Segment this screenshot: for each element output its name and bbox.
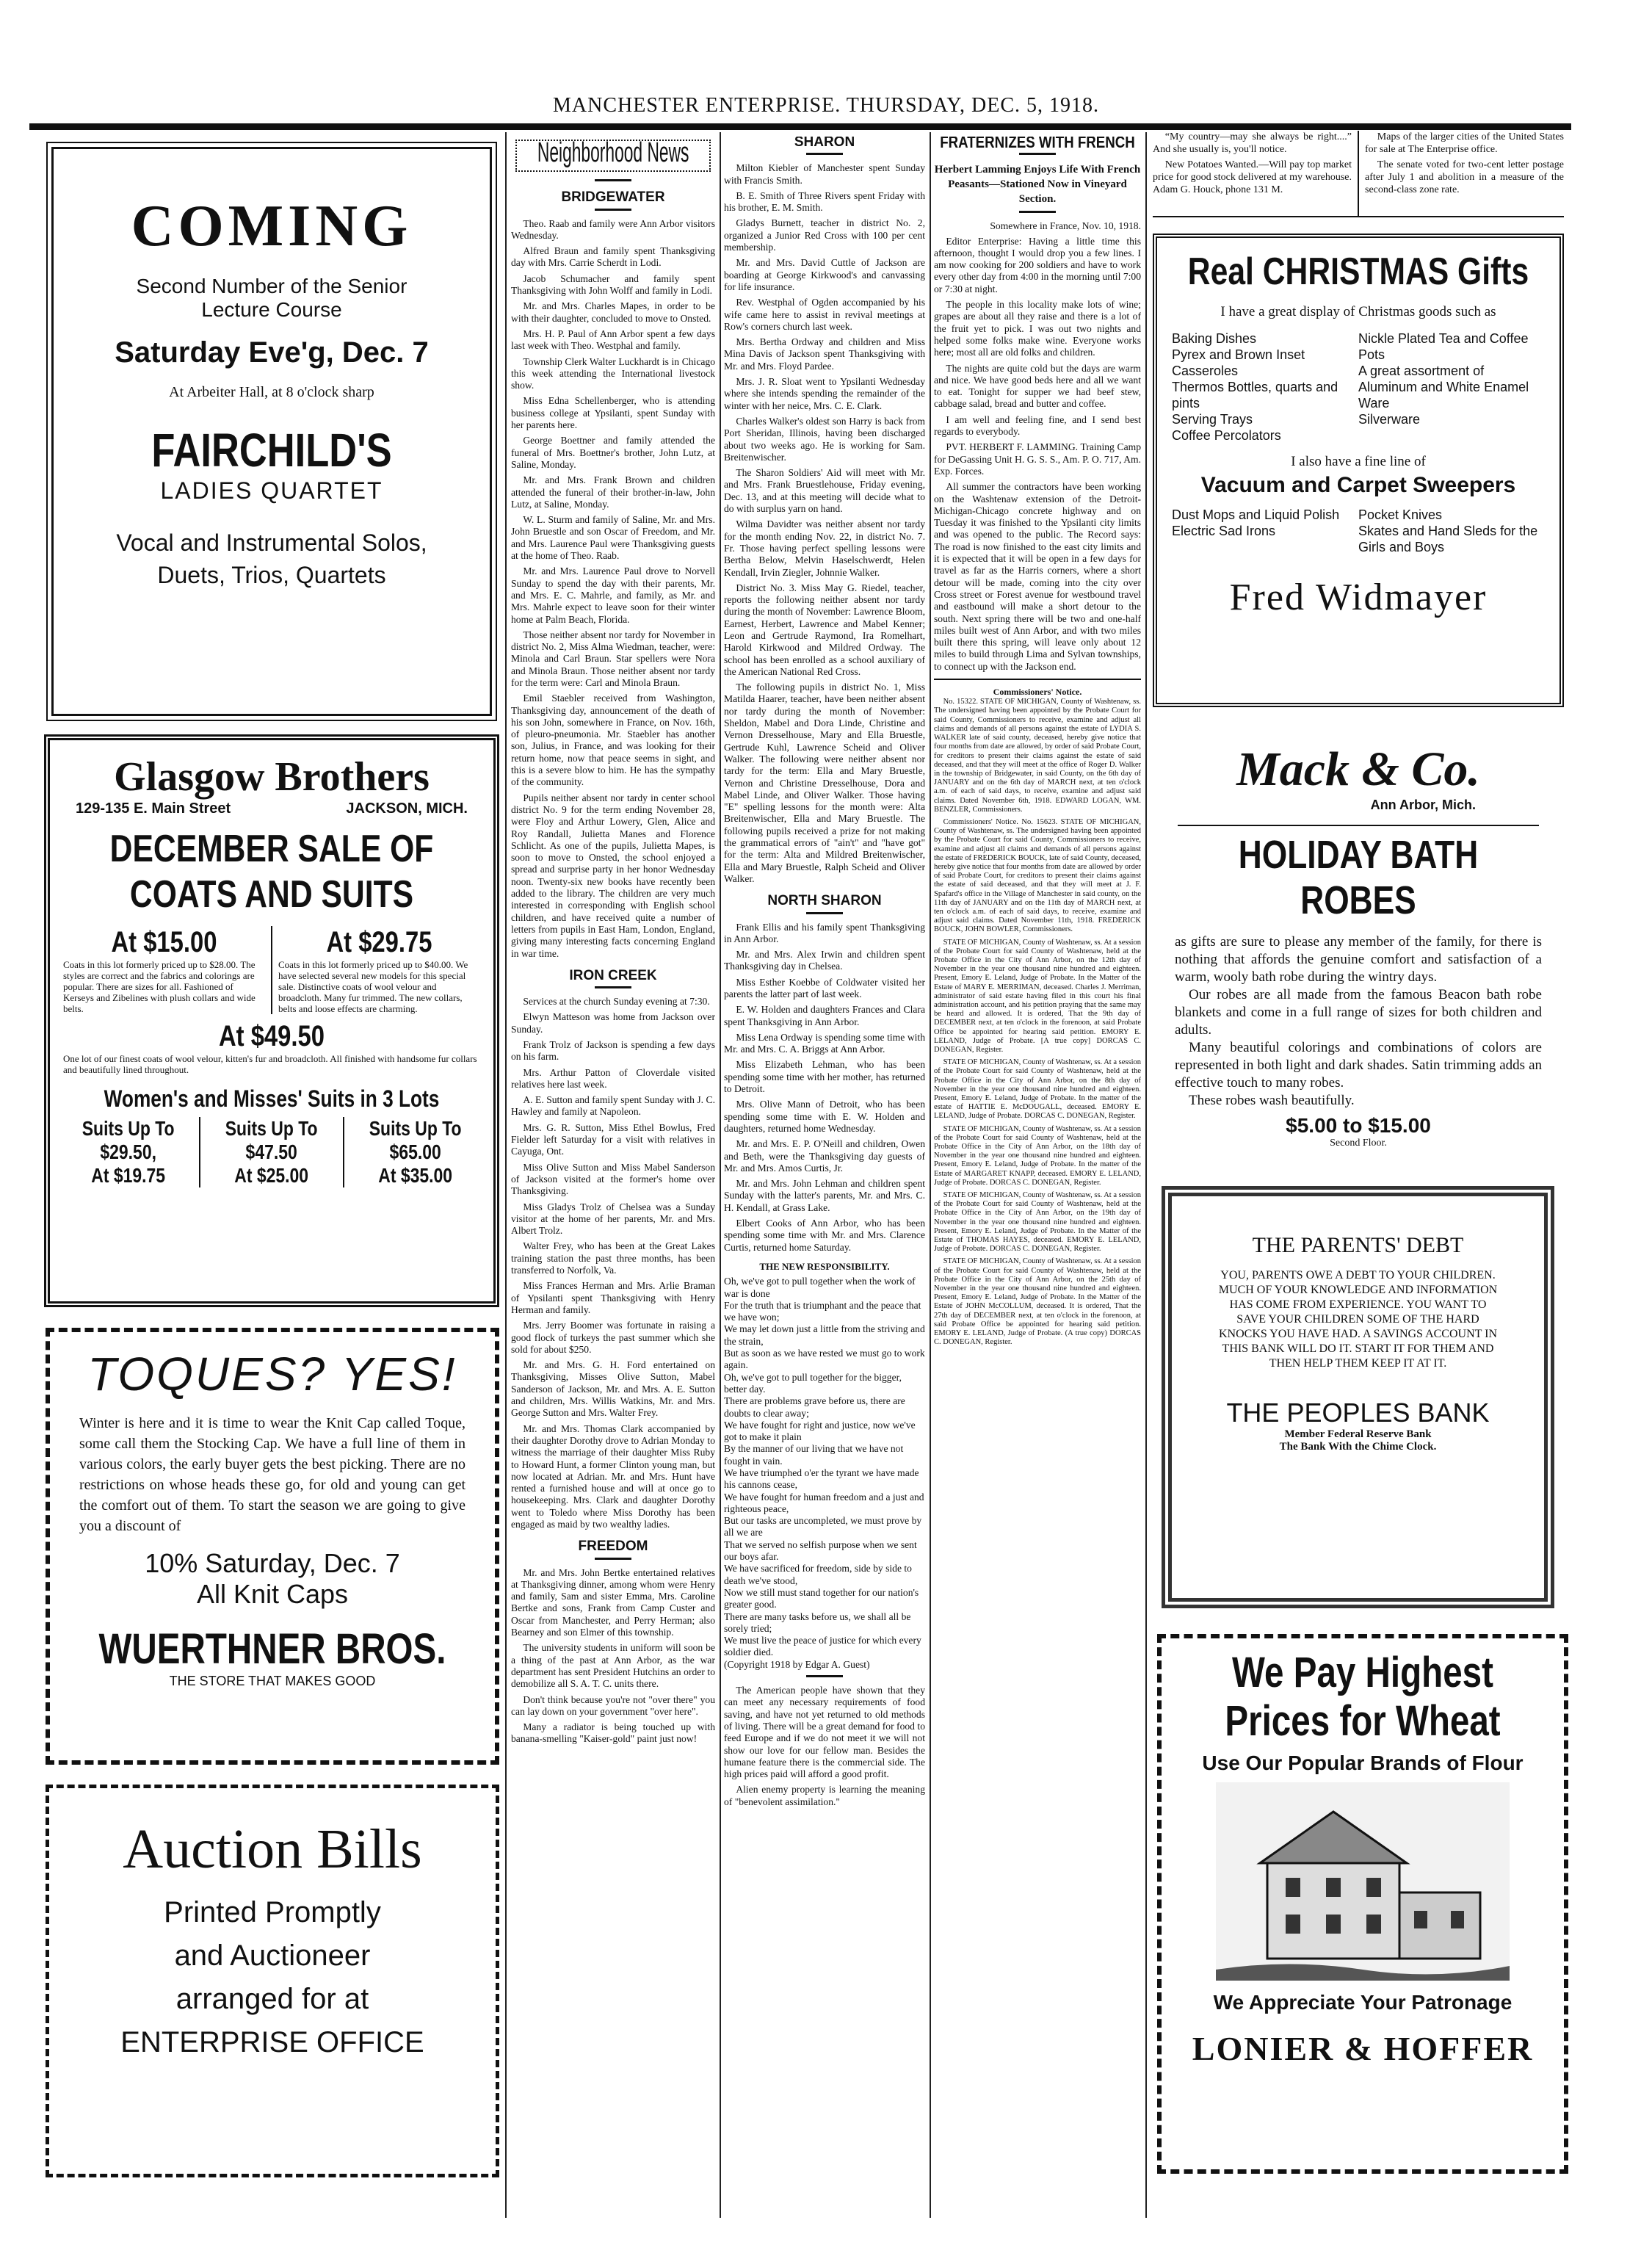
news-item: Elwyn Matteson was home from Jackson over Sunday. <box>511 1011 715 1035</box>
news-item: Milton Kiebler of Manchester spent Sunday with Francis Smith. <box>724 162 925 186</box>
news-item: Mrs. Olive Mann of Detroit, who has been spending some time with E. W. Holden and daughters, returned home Wednesday. <box>724 1099 925 1134</box>
news-item: By the manner of our living that we have not fought in vain. <box>724 1443 904 1467</box>
news-item: The nights are quite cold but the days are warm and nice. We have good beds here and all we want to eat. Tonight for supper we had beef stew, cabbage salad, bread and butter and coffee. <box>934 362 1141 410</box>
note: “My country—may she always be right....” And she usually is, you'll notice. <box>1153 131 1352 155</box>
dateline: Somewhere in France, Nov. 10, 1918. <box>990 220 1141 232</box>
mack-text: as gifts are sure to please any member of the family, for there is nothing that affords the genuine comfort and satisfaction of a warm, wooly bath robe during the wintry days. <box>1175 934 1542 985</box>
iron-creek-items <box>511 996 715 1530</box>
news-item: Many a radiator is being touched up with banana-smelling "Kaiser-gold" paint just now! <box>511 1721 715 1745</box>
news-item: Don't think because you're not "over there" you can lay down on your government "over here". <box>511 1693 715 1717</box>
news-item: The Sharon Soldiers' Aid will meet with Mr. and Mrs. Frank Bruestlehouse, Friday evening, Dec. 13, and at this meeting will decide what to do with surplus yarn on hand. <box>724 467 925 515</box>
news-item: The people in this locality make lots of wine; grapes are about all they raise and there is a lot of the fruit yet to pick. I was out two nights and helped some folks make wine. Everyone works here; most all are old folks and children. <box>934 299 1141 358</box>
lot-label: Suits Up To <box>225 1117 318 1140</box>
column-rule <box>505 132 507 2218</box>
bank-title: THE PARENTS' DEBT <box>1252 1233 1464 1257</box>
news-item: The American people have shown that they can meet any necessary requirements of food saving, and have not yet returned to old methods of living. There will be a great demand for food to feed Europe and if we do not meet it we will not show our love for our fellow man. Besides the humane feature there is the commercial side. The high prices paid will afford a good profit. <box>724 1685 925 1780</box>
news-item: But our tasks are uncompleted, we must prove by all we are <box>724 1515 922 1539</box>
mack-city: Ann Arbor, Mich. <box>1370 798 1476 812</box>
news-item: Skates and Hand Sleds for the Girls and Boys <box>1358 524 1538 554</box>
sharon-column <box>724 137 925 2215</box>
xmas-sweepers: Vacuum and Carpet Sweepers <box>1200 473 1516 497</box>
lot-was: $47.50 <box>245 1140 298 1163</box>
coming-title: COMING <box>131 194 413 258</box>
news-item: STATE OF MICHIGAN, County of Washtenaw, ss. At a session of the Probate Court for said County of Washtenaw, held at the Probate Office in the City of Ann Arbor, on the 8th day of November in the year one thousand nine hundred and eighteen. Present, Emory E. Leland, Judge of Probate. In the matter of the estate of HATTIE E. McDOUGALL, deceased. EMORY E. LELAND, Judge of Probate. DORCAS C. DONEGAN, Register. <box>934 1058 1141 1121</box>
wheat-subtitle: Use Our Popular Brands of Flour <box>1202 1751 1524 1774</box>
news-item: We must live the peace of justice for which every soldier died. <box>724 1635 921 1658</box>
news-item: Mr. and Mrs. John Lehman and children spent Sunday with the latter's parents, Mr. and Mrs. C. H. Kendall, at Grass Lake. <box>724 1178 925 1213</box>
news-item: A great assortment of Aluminum and White Enamel Ware <box>1358 364 1529 411</box>
news-item: Mrs. G. R. Sutton, Miss Ethel Bowlus, Fred Fielder left Saturday for a visit with relatives in Cayuga, Ont. <box>511 1121 715 1157</box>
auction-office: ENTERPRISE OFFICE <box>120 2026 424 2058</box>
news-item: PVT. HERBERT F. LAMMING. Training Camp for DeGassing Unit H. G. S. S., Am. P. O. 717, Am. Exp. Forces. <box>934 441 1141 477</box>
news-item: But as soon as we have rested we must go to work again. <box>724 1348 925 1371</box>
news-item: Thermos Bottles, quarts and pints <box>1172 380 1338 411</box>
section-heading-north-sharon: NORTH SHARON <box>767 893 882 909</box>
section-heading-sharon: SHARON <box>794 137 855 150</box>
bank-name: THE PEOPLES BANK <box>1226 1398 1490 1428</box>
section-heading-bridgewater: BRIDGEWATER <box>561 189 665 206</box>
coming-ad <box>51 147 492 716</box>
price-49-desc: One lot of our finest coats of wool velour, kitten's fur and broadcloth. All finished with handsome fur collars and beautifully lined throughout. <box>63 1053 477 1075</box>
poem <box>724 1276 925 1671</box>
fraternizes-subhead: Herbert Lamming Enjoys Life With French Peasants—Stationed Now in Vineyard Section. <box>934 164 1141 206</box>
section-heading-iron-creek: IRON CREEK <box>569 967 657 983</box>
news-item: The following pupils in district No. 1, Miss Matilda Haarer, teacher, have been neither absent nor tardy during the month of November: Sheldon, Mabel and Dora Linde, Christine and Vernon Dresselhouse, Mary and Ella Bruestle, Gertrude Kuhl, Lawrence Scheid and Oliver Walker. The following were neither absent nor tardy for the term: Ella and Mary Bruestle, Vernon and Christine Dresselhouse, Dora and Mabel Linde, and Oliver Walker. Those having "E" spelling lessons for the month were: Alta Breitenwischer, Ella and Mary Bruestle. The following pupils received a prize for not making the grammatical errors of "ain't" and "have got" for the term: Alta and Mildred Breitenwischer, Ella and Mary Bruestle, Ralph Scheid and Oliver Walker. <box>724 682 925 884</box>
news-item: That we served no selfish purpose when we sent our boys afar. <box>724 1539 917 1563</box>
lot-label: Suits Up To <box>369 1117 462 1140</box>
column-rule <box>720 132 721 2218</box>
coming-venue: At Arbeiter Hall, at 8 o'clock sharp <box>169 384 374 400</box>
news-item: Emil Staebler received from Washington, Thanksgiving day, announcement of the death of his son John, somewhere in France, on Nov. 16th, of pleuro-pneumonia. Mr. Staebler has another son, Julius, in France, and was looking for their return home, now that peace seems in sight, and this is a severe blow to him. He has the sympathy of the community. <box>511 693 715 788</box>
peoples-bank-ad <box>1162 1186 1554 1608</box>
news-item: We may let down just a little from the striving and the strain, <box>724 1323 925 1347</box>
poem-title: THE NEW RESPONSIBILITY. <box>759 1260 890 1272</box>
neighborhood-news-banner: Neighborhood News <box>537 137 689 168</box>
note: New Potatoes Wanted.—Will pay top market price for good stock delivered at my warehouse. Adam G. Houck, phone 131 M. <box>1153 159 1352 195</box>
xmas-line: I also have a fine line of <box>1291 454 1426 469</box>
freedom-items <box>511 1567 715 1746</box>
news-item: Editor Enterprise: Having a little time this afternoon, thought I would drop you a few lines. I am now cooking for 200 soldiers and have to work every other day from 4:00 in the morning until 7:00 or 7:30 at night. <box>934 235 1141 294</box>
suit-lot <box>57 1117 200 1187</box>
coming-date: Saturday Eve'g, Dec. 7 <box>115 336 429 369</box>
news-item: Serving Trays <box>1172 412 1253 427</box>
lot-was: $29.50, <box>100 1140 156 1163</box>
news-item: Gladys Burnett, teacher in district No. 2, organized a Junior Red Cross with 100 per cent membership. <box>724 217 925 253</box>
xmas-list-left-2 <box>1172 507 1358 555</box>
news-item: Nickle Plated Tea and Coffee Pots <box>1358 331 1529 362</box>
suit-lot <box>200 1117 344 1187</box>
news-item: Mrs. Bertha Ordway and children and Miss Mina Davis of Jackson spent Thanksgiving with Mr. and Mrs. Floyd Pardee. <box>724 336 925 372</box>
north-sharon-items <box>724 922 925 1254</box>
news-item: We have fought for right and justice, now we've got to make it plain <box>724 1419 916 1443</box>
news-item: STATE OF MICHIGAN, County of Washtenaw, ss. At a session of the Probate Court for said County of Washtenaw, held at the Probate Office in the City of Ann Arbor, on the 18th day of November in the year one thousand nine hundred and eighteen. Present, Emory E. Leland, Judge of Probate. In the matter of the Estate of MARGARET KNAPP, deceased. EMORY E. LELAND, Judge of Probate. DORCAS C. DONEGAN, Register. <box>934 1124 1141 1187</box>
column-rule <box>1145 132 1147 2218</box>
suits-headline: Women's and Misses' Suits in 3 Lots <box>104 1085 440 1112</box>
news-item: W. L. Sturm and family of Saline, Mr. and Mrs. John Bruestle and son Oscar of Freedom, and Mr. and Mrs. Laurence Paul were Thanksgiving guests at the home of Theo. Raab. <box>511 514 715 562</box>
news-item: Electric Sad Irons <box>1172 524 1276 538</box>
glasgow-ad <box>44 734 499 1307</box>
news-item: Oh, we've got to pull together for the bigger, better day. <box>724 1371 902 1395</box>
letter-body <box>934 236 1141 673</box>
price-49: At $49.50 <box>218 1020 325 1052</box>
auction-line: Printed Promptly <box>164 1896 381 1928</box>
news-item: Commissioners' Notice. No. 15623. STATE OF MICHIGAN, County of Washtenaw, ss. The undersigned having been appointed by the Probate Court for said County, Commissioners to receive, examine and adjust all claims and demands of all persons against the estate of FREDERICK BOUCK, late of said County, deceased, hereby give notice that four months from date are allowed by order of said Probate Court, for creditors to present their claims against the estate of said deceased, and that they will meet at J. F. Spafard's office in the Village of Manchester in said county, on the 11th day of JANUARY and on the 11th day of MARCH next, at ten o'clock a.m. of each of said days, to receive, examine and adjust said claims. Dated November 11th, 1918. FREDERICK BOUCK, JOHN BOWLER, Commissioners. <box>934 817 1141 934</box>
legal-notices <box>934 698 1141 1347</box>
news-item: Alien enemy property is learning the meaning of "benevolent assimilation." <box>724 1784 925 1807</box>
mack-price: $5.00 to $15.00 <box>1286 1114 1431 1137</box>
news-item: STATE OF MICHIGAN, County of Washtenaw, ss. At a session of the Probate Court for said County of Washtenaw, held at the Probate Office in the City of Ann Arbor, on the 12th day of November in the year one thousand nine hundred and eighteen. Present, Emory E. Leland, Judge of Probate. In the Matter of the Estate of MARY E. MERRIMAN, deceased. Charles J. Merriman, administrator of said estate having filed in this court his final administration account, and his petition praying that the same may be heard and allowed. It is ordered, That the 9th day of DECEMBER next, at ten o'clock in the forenoon, at said Probate Office be appointed for hearing said petition. EMORY E. LELAND, Judge of Probate. [A true copy] DORCAS C. DONEGAN, Register. <box>934 938 1141 1054</box>
column-rule <box>930 132 931 2218</box>
note: Maps of the larger cities of the United States for sale at The Enterprise office. <box>1365 131 1564 155</box>
neighborhood-news-column <box>511 137 715 2215</box>
news-item: E. W. Holden and daughters Frances and Clara spent Thanksgiving in Ann Arbor. <box>724 1004 925 1027</box>
xmas-intro: I have a great display of Christmas goods such as <box>1220 304 1496 319</box>
news-item: Miss Esther Koebbe of Coldwater visited her parents the latter part of last week. <box>724 976 925 999</box>
christmas-gifts-ad <box>1153 234 1564 707</box>
toques-offer: 10% Saturday, Dec. 7 <box>145 1548 400 1578</box>
news-item: Frank Trolz of Jackson is spending a few days on his farm. <box>511 1039 715 1063</box>
glasgow-address: 129-135 E. Main Street <box>76 800 231 817</box>
glasgow-title: Glasgow Brothers <box>114 754 430 800</box>
auction-title: Auction Bills <box>123 1818 422 1880</box>
news-item: Mrs. Jerry Boomer was fortunate in raising a good flock of turkeys the past summer which she sold for about $250. <box>511 1320 715 1355</box>
lot-now: At $19.75 <box>91 1164 166 1187</box>
wuerthner-firm: WUERTHNER BROS. <box>98 1625 446 1673</box>
mack-text: Our robes are all made from the famous Beacon bath robe blankets and come in a full range of sizes for both children and adults. <box>1175 987 1542 1038</box>
news-item: We have triumphed o'er the tyrant we have made his cannons cease, <box>724 1467 919 1491</box>
wuerthner-tagline: THE STORE THAT MAKES GOOD <box>169 1674 376 1688</box>
news-item: Miss Elizabeth Lehman, who has been spending some time with her mother, has returned to Detroit. <box>724 1059 925 1095</box>
news-item: Mrs. H. P. Paul of Ann Arbor spent a few days last week with Theo. Westphal and family. <box>511 328 715 352</box>
masthead: MANCHESTER ENTERPRISE. THURSDAY, DEC. 5, 1918. <box>552 94 1100 117</box>
masthead-rule <box>29 123 1571 130</box>
news-item: Jacob Schumacher and family spent Thanksgiving with John Wolff and family in Lodi. <box>511 272 715 297</box>
news-item: Mrs. Arthur Patton of Cloverdale visited relatives here last week. <box>511 1066 715 1090</box>
xmas-list-right <box>1358 330 1545 444</box>
auction-line: arranged for at <box>175 1983 369 2015</box>
news-item: Wilma Davidter was neither absent nor tardy for the month ending Nov. 22, in district No. 7. Fr. Those having perfect spelling lessons were Bertha Below, Melvin Haselschwerdt, Helen Kendall, Irvin Ziegler, Johnnie Walker. <box>724 518 925 578</box>
news-item: Silverware <box>1358 412 1421 427</box>
wheat-ad <box>1157 1634 1568 2174</box>
news-item: Theo. Raab and family were Ann Arbor visitors Wednesday. <box>511 217 715 241</box>
note: The senate voted for two-cent letter postage after July 1 and abolition in a measure of the second-class zone rate. <box>1365 159 1564 195</box>
news-item: Mr. and Mrs. David Cuttle of Jackson are boarding at George Kirkwood's and canvassing for life insurance. <box>724 257 925 292</box>
news-item: Mr. and Mrs. E. P. O'Neill and children, Owen and Beth, were the Thanksgiving day guests of Mr. and Mrs. Amos Curtis, Jr. <box>724 1138 925 1174</box>
price-29-desc: Coats in this lot formerly priced up to $40.00. We have selected several new models for this special sale. Distinctive coats of wool velour and broadcloth. Many fur trimmed. The new collars, belts and loose effects are charming. <box>278 959 468 1014</box>
widmayer-firm: Fred Widmayer <box>1229 576 1488 618</box>
news-item: We have fought for human freedom and a just and righteous peace, <box>724 1491 924 1514</box>
coming-program: Vocal and Instrumental Solos, Duets, Trios, Quartets <box>116 529 427 588</box>
news-item: Rev. Westphal of Ogden accompanied by his wife came here to assist in revival meetings at Row's corners church last week. <box>724 297 925 332</box>
news-item: Oh, we've got to pull together when the work of war is done <box>724 1276 916 1299</box>
news-item: A. E. Sutton and family spent Sunday with J. C. Hawley and family at Napoleon. <box>511 1094 715 1118</box>
news-item: Miss Olive Sutton and Miss Mabel Sanderson of Jackson visited at the former's home over Thanksgiving. <box>511 1161 715 1197</box>
lot-now: At $25.00 <box>234 1164 309 1187</box>
coming-performer-sub: LADIES QUARTET <box>160 477 383 504</box>
news-item: Miss Frances Herman and Mrs. Arlie Braman of Ypsilanti spent Thanksgiving with Henry Herman and family. <box>511 1280 715 1315</box>
toques-offer-items: All Knit Caps <box>196 1579 349 1609</box>
toques-ad <box>46 1328 499 1765</box>
news-item: Pupils neither absent nor tardy in center school district No. 9 for the term ending November 28, were Floy and Arthur Lowery, Glen, Alice and Roy Randall, Julietta Manes and Florence Schlicht. As one of the pupils, Julietta Mapes, is soon to move to Onsted, the school enjoyed a spread and surprise party in her honor Wednesday noon. Twenty-six new books have recently been added to the library. The children are very much interested in corresponding with English school children, and have received quite a number of letters from pupils in East Ham, London, England, giving many interesting facts concerning England in war time. <box>511 792 715 959</box>
mack-text: These robes wash beautifully. <box>1189 1093 1355 1108</box>
news-item: Miss Edna Schellenberger, who is attending business college at Ypsilanti, spent Sunday with her parents here. <box>511 395 715 431</box>
news-item: George Boettner and family attended the funeral of Mrs. Boettner's brother, John Lutz, at Saline, Monday. <box>511 435 715 470</box>
news-item: Now we still must stand together for our nation's greater good. <box>724 1586 919 1610</box>
news-item: Coffee Percolators <box>1172 428 1281 443</box>
news-item: Elbert Cooks of Ann Arbor, who has been spending some time with Mr. and Mrs. Clarence Curtis, returned home Saturday. <box>724 1218 925 1253</box>
news-item: Charles Walker's oldest son Harry is back from Port Sheridan, Illinois, having been discharged about two weeks ago. He is working for Sam. Breitenwischer. <box>724 415 925 463</box>
news-item: Miss Lena Ordway is spending some time with Mr. and Mrs. C. A. Briggs at Ann Arbor. <box>724 1031 925 1055</box>
news-item: Mr. and Mrs. G. H. Ford entertained on Thanksgiving, Misses Olive Sutton, Mabel Sanderson of Jackson, Mr. and Mrs. A. E. Sutton and children, Mrs. Willis Watkins, Mr. and Mrs. George Sutton and Mrs. Walter Frey. <box>511 1359 715 1419</box>
mack-logo: Mack & Co. <box>1236 742 1480 796</box>
toques-body: Winter is here and it is time to wear the Knit Cap called Toque, some call them the Stocking Cap. We have a full line of them in various colors, the early buyer gets the best picking. There are no restrictions on whose heads these go, for old and young can get the comfort out of them. To start the season we are going to give you a discount of <box>79 1415 465 1534</box>
auction-line: and Auctioneer <box>174 1939 371 1972</box>
news-item: (Copyright 1918 by Edgar A. Guest) <box>724 1658 870 1670</box>
news-item: For the truth that is triumphant and the peace that we have won; <box>724 1299 921 1323</box>
news-item: Mr. and Mrs. Alex Irwin and children spent Thanksgiving day in Chelsea. <box>724 949 925 972</box>
mack-ad <box>1153 727 1564 1149</box>
sharon-items <box>724 162 925 885</box>
bank-tagline: The Bank With the Chime Clock. <box>1279 1441 1437 1453</box>
wheat-thanks: We Appreciate Your Patronage <box>1213 1991 1512 2014</box>
fraternizes-headline: FRATERNIZES WITH FRENCH <box>940 137 1135 151</box>
news-item: STATE OF MICHIGAN, County of Washtenaw, ss. At a session of the Probate Court for said County of Washtenaw, held at the Probate Office in the City of Ann Arbor, on the 25th day of November in the year one thousand nine hundred and eighteen. Present, Emory E. Leland, Judge of Probate. In the Matter of the Estate of JOHN McCOLLUM, deceased. It is ordered, That the 27th day of DECEMBER next, at ten o'clock in the forenoon, at said Probate Office be appointed for hearing said petition. EMORY E. LELAND, Judge of Probate. (A true copy) DORCAS C. DONEGAN, Register. <box>934 1257 1141 1347</box>
news-item: Mrs. J. R. Sloat went to Ypsilanti Wednesday where she intends spending the remainder of the winter with her neice, Mrs. C. E. Clark. <box>724 376 925 411</box>
news-item: Mr. and Mrs. Thomas Clark accompanied by their daughter Dorothy drove to Adrian Monday to witness the marriage of their daughter Miss Ruby to Howard Hunt, a former Clinton young man, but now located at Adrian. Mr. and Mrs. Hunt have rented a furnished house and will at once go to housekeeping. Mrs. Clark and daughter Dorothy went to Toledo where Miss Dorothy has been engaged as maid by two wealthy ladies. <box>511 1422 715 1530</box>
price-29: At $29.75 <box>326 926 432 958</box>
news-item: There are problems grave before us, there are doubts to clear away; <box>724 1395 905 1419</box>
auction-ad <box>46 1785 499 2177</box>
news-item: No. 15322. STATE OF MICHIGAN, County of Washtenaw, ss. The undersigned having been appointed by the Probate Court for said County, Commissioners to receive, examine and adjust all claims and demands of all persons against the estate of LYDIA S. WALKER late of said county, deceased, hereby give notice that four months from date are allowed, by order of said Probate Court, for creditors to present their claims against the estate of said deceased, and that they will meet at the office of Roger D. Walker in the township of Bridgewater, in said County, on the 6th day of JANUARY and on the 6th day of MARCH next, at ten o'clock a.m. of each of said days, to receive, examine and adjust said claims. Dated November 6th, 1918. EDWARD LOGAN, WM. BENZLER, Commissioners. <box>934 698 1141 814</box>
xmas-list-left <box>1172 330 1358 444</box>
notices-title: Commissioners' Notice. <box>993 686 1082 697</box>
news-item: STATE OF MICHIGAN, County of Washtenaw, ss. At a session of the Probate Court for said County of Washtenaw, held at the Probate Office in the City of Ann Arbor, on the 19th day of November in the year one thousand nine hundred and eighteen. Present, Emory E. Leland, Judge of Probate. In the Matter of the Estate of THOMAS HAYES, deceased. EMORY E. LELAND, Judge of Probate. DORCAS C. DONEGAN, Register. <box>934 1191 1141 1254</box>
mack-text: Many beautiful colorings and combinations of colors are represented in both light and dark shades. Satin trimming adds an effective touch to many robes. <box>1175 1040 1542 1091</box>
news-item: Those neither absent nor tardy for November in district No. 2, Miss Alma Wiedman, teacher, were: Minola and Carl Braun. Star spellers were Nora and Minola Braun. Those neither absent nor tardy for the term were: Carl and Minola Braun. <box>511 629 715 688</box>
news-item: Dust Mops and Liquid Polish <box>1172 507 1340 522</box>
news-item: Miss Gladys Trolz of Chelsea was a Sunday visitor at the home of her parents, Mr. and Mrs. Albert Trolz. <box>511 1201 715 1237</box>
bank-member: Member Federal Reserve Bank <box>1284 1428 1432 1440</box>
short-notes <box>1153 131 1564 217</box>
news-item: Mr. and Mrs. Laurence Paul drove to Norvell Sunday to spend the day with their parents, Mr. and Mrs. E. C. Mahrle, and family, as Mr. and Mrs. Mahrle expect to leave soon for their winter home at Palm Beach, Florida. <box>511 565 715 625</box>
news-item: I am well and feeling fine, and I send best regards to everybody. <box>934 413 1141 438</box>
mill-illustration-icon <box>1216 1782 1510 1981</box>
price-15: At $15.00 <box>111 926 217 958</box>
coming-performer: FAIRCHILD'S <box>151 424 392 477</box>
mack-floor: Second Floor. <box>1330 1138 1387 1149</box>
news-item: Pyrex and Brown Inset Casseroles <box>1172 347 1305 378</box>
suit-lot <box>344 1117 486 1187</box>
bridgewater-items <box>511 218 715 960</box>
news-item: Alfred Braun and family spent Thanksgiving day with Mrs. Carrie Scherdt in Lodi. <box>511 245 715 269</box>
mack-title: HOLIDAY BATH ROBES <box>1178 825 1539 923</box>
news-item: Pocket Knives <box>1358 507 1443 522</box>
lot-label: Suits Up To <box>81 1117 175 1140</box>
news-item: Mr. and Mrs. Frank Brown and children attended the funeral of their brother-in-law, John Lutz, at Saline, Monday. <box>511 474 715 510</box>
coming-subtitle: Second Number of the Senior Lecture Course <box>136 275 407 321</box>
bank-body: YOU, PARENTS OWE A DEBT TO YOUR CHILDREN. MUCH OF YOUR KNOWLEDGE AND INFORMATION HAS COME FROM EXPERIENCE. YOU WANT TO SAVE YOUR CHILDREN SOME OF THE HARD KNOCKS YOU HAVE HAD. A SAVINGS ACCOUNT IN THIS BANK WILL DO IT. START IT FOR THEM AND THEN HELP THEM KEEP IT AT IT. <box>1218 1269 1498 1370</box>
news-item: There are many tasks before us, we shall all be sorely tried; <box>724 1610 911 1634</box>
wheat-title: We Pay Highest Prices for Wheat <box>1225 1649 1501 1745</box>
price-15-desc: Coats in this lot formerly priced up to $28.00. The styles are correct and the fabrics and colorings are popular. There are sizes for all. Fashioned of Kerseys and Zibelines with plush collars and wide belts. <box>63 959 256 1014</box>
news-item: Services at the church Sunday evening at 7:30. <box>523 996 710 1008</box>
section-heading-freedom: FREEDOM <box>578 1539 648 1555</box>
news-item: Mr. and Mrs. Charles Mapes, in order to be with their daughter, concluded to move to Onsted. <box>511 300 715 324</box>
news-item: District No. 3. Miss May G. Riedel, teacher, reports the following neither absent nor tardy during the month of November: Lawrence Bloom, Earnest, Herbert, Lawrence and Mabel Kenner; Leon and Gertrude Raymond, Ira Romelhart, Harold Kirkwood and Mildred Ordway. The school has been enrolled as a school auxiliary of the American National Red Cross. <box>724 582 925 677</box>
news-item: Township Clerk Walter Luckhardt is in Chicago this week attending the International livestock show. <box>511 355 715 391</box>
xmas-title: Real CHRISTMAS Gifts <box>1187 250 1529 293</box>
lot-was: $65.00 <box>389 1140 441 1163</box>
glasgow-headline: DECEMBER SALE OF COATS AND SUITS <box>109 828 434 916</box>
editorial-items <box>724 1685 925 1808</box>
news-item: The university students in uniform will soon be a thing of the past at Ann Arbor, as the war department has sent President Hutchins an order to demobilize all S. A. T. C. units there. <box>511 1642 715 1690</box>
fraternizes-column <box>934 137 1141 2215</box>
news-item: Baking Dishes <box>1172 331 1257 346</box>
news-item: Mr. and Mrs. John Bertke entertained relatives at Thanksgiving dinner, among whom were Henry and family, Sam and sister Emma, Mrs. Caroline Bertke and sons, Frank from Camp Custer and Oscar from Manchester, and Perry Herman; also Bearney and son Elmer of this township. <box>511 1566 715 1638</box>
news-item: B. E. Smith of Three Rivers spent Friday with his brother, E. M. Smith. <box>724 189 925 214</box>
news-item: All summer the contractors have been working on the Washtenaw extension of the Detroit-Michigan-Chicago concrete highway and on Tuesday it was finished to the Ypsilanti city limits and was opened to the public. The Record says: The road is now finished to the east city limits and it is expected that it will be open in a few days for travel as far as the Harris corners, where a short detour will be made, coming into the city over Cross street or Forest avenue for westbound travel and eastbound will make a short detour to the south. Next spring there will be two and one-half miles built west of Ann Arbor, and with two miles built there this spring, will leave only about 12 miles to build through Lima and Sylvan townships, to connect up with the Jackson end. <box>934 481 1141 672</box>
lonier-hoffer-firm: LONIER & HOFFER <box>1192 2030 1534 2067</box>
toques-title: TOQUES? YES! <box>87 1348 457 1400</box>
news-item: Walter Frey, who has been at the Great Lakes training station the past three months, has been transferred to Norfolk, Va. <box>511 1240 715 1276</box>
news-item: Frank Ellis and his family spent Thanksgiving in Ann Arbor. <box>724 921 925 944</box>
xmas-list-right-2 <box>1358 507 1545 555</box>
news-item: We have sacrificed for freedom, side by side to death we've stood, <box>724 1563 912 1586</box>
lot-now: At $35.00 <box>377 1164 452 1187</box>
glasgow-city: JACKSON, MICH. <box>346 800 468 817</box>
